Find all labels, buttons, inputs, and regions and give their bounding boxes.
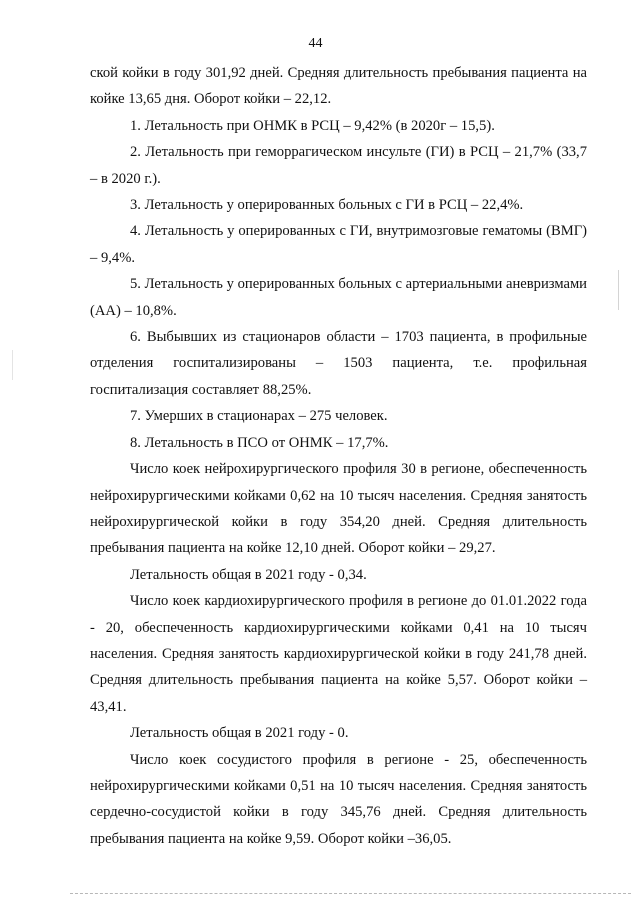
paragraph-vascular-beds: Число коек сосудистого профиля в регионе - 25, обеспеченность нейрохирургическими койками 0,51 на 10 тысяч населения. Средняя занятость сердечно-сосудистой койки в году 345,76 дней. Средняя длительность пребывания пациента на койке 9,59. Оборот койки –36,05. <box>90 751 587 847</box>
paragraph-cardiosurgery-beds: Число коек кардиохирургического профиля в регионе до 01.01.2022 года - 20, обеспеченность кардиохирургическими койками 0,41 на 10 тысяч населения. Средняя занятость кардиохирургической койки в году 241,78 дней. Средняя длительность пребывания пациента на койке 5,57. Оборот койки – 43,41. <box>90 593 587 715</box>
body-text <box>90 60 587 852</box>
scan-edge-line <box>70 893 631 894</box>
paragraph-neurosurgery-beds: Число коек нейрохирургического профиля 30 в регионе, обеспеченность нейрохирургическими койками 0,62 на 10 тысяч населения. Средняя занятость нейрохирургической койки в году 354,20 дней. Средняя длительность пребывания пациента на койке 12,10 дней. Оборот койки – 29,27. <box>90 461 587 557</box>
paragraph-item-7: 7. Умерших в стационарах – 275 человек. <box>130 408 388 425</box>
paragraph-item-1: 1. Летальность при ОНМК в РСЦ – 9,42% (в 2020г – 15,5). <box>130 117 495 134</box>
paragraph-cardiosurgery-mortality: Летальность общая в 2021 году - 0. <box>130 725 349 742</box>
paragraph-neurosurgery-mortality: Летальность общая в 2021 году - 0,34. <box>130 566 367 583</box>
paragraph-item-4: 4. Летальность у оперированных с ГИ, внутримозговые гематомы (ВМГ) – 9,4%. <box>90 223 587 266</box>
paragraph-item-3: 3. Летальность у оперированных больных с ГИ в РСЦ – 22,4%. <box>130 197 524 214</box>
paragraph-item-8: 8. Летальность в ПСО от ОНМК – 17,7%. <box>130 434 389 451</box>
paragraph-continuation: ской койки в году 301,92 дней. Средняя длительность пребывания пациента на койке 13,65 дня. Оборот койки – 22,12. <box>90 65 587 108</box>
paragraph-item-6: 6. Выбывших из стационаров области – 1703 пациента, в профильные отделения госпитализированы – 1503 пациента, т.е. профильная госпитализация составляет 88,25%. <box>90 329 587 398</box>
paragraph-item-2: 2. Летальность при геморрагическом инсульте (ГИ) в РСЦ – 21,7% (33,7 – в 2020 г.). <box>90 144 587 187</box>
scan-artifact <box>618 270 619 310</box>
scan-artifact <box>12 350 13 380</box>
paragraph-item-5: 5. Летальность у оперированных больных с артериальными аневризмами (АА) – 10,8%. <box>90 276 587 319</box>
page-number: 44 <box>308 36 323 51</box>
